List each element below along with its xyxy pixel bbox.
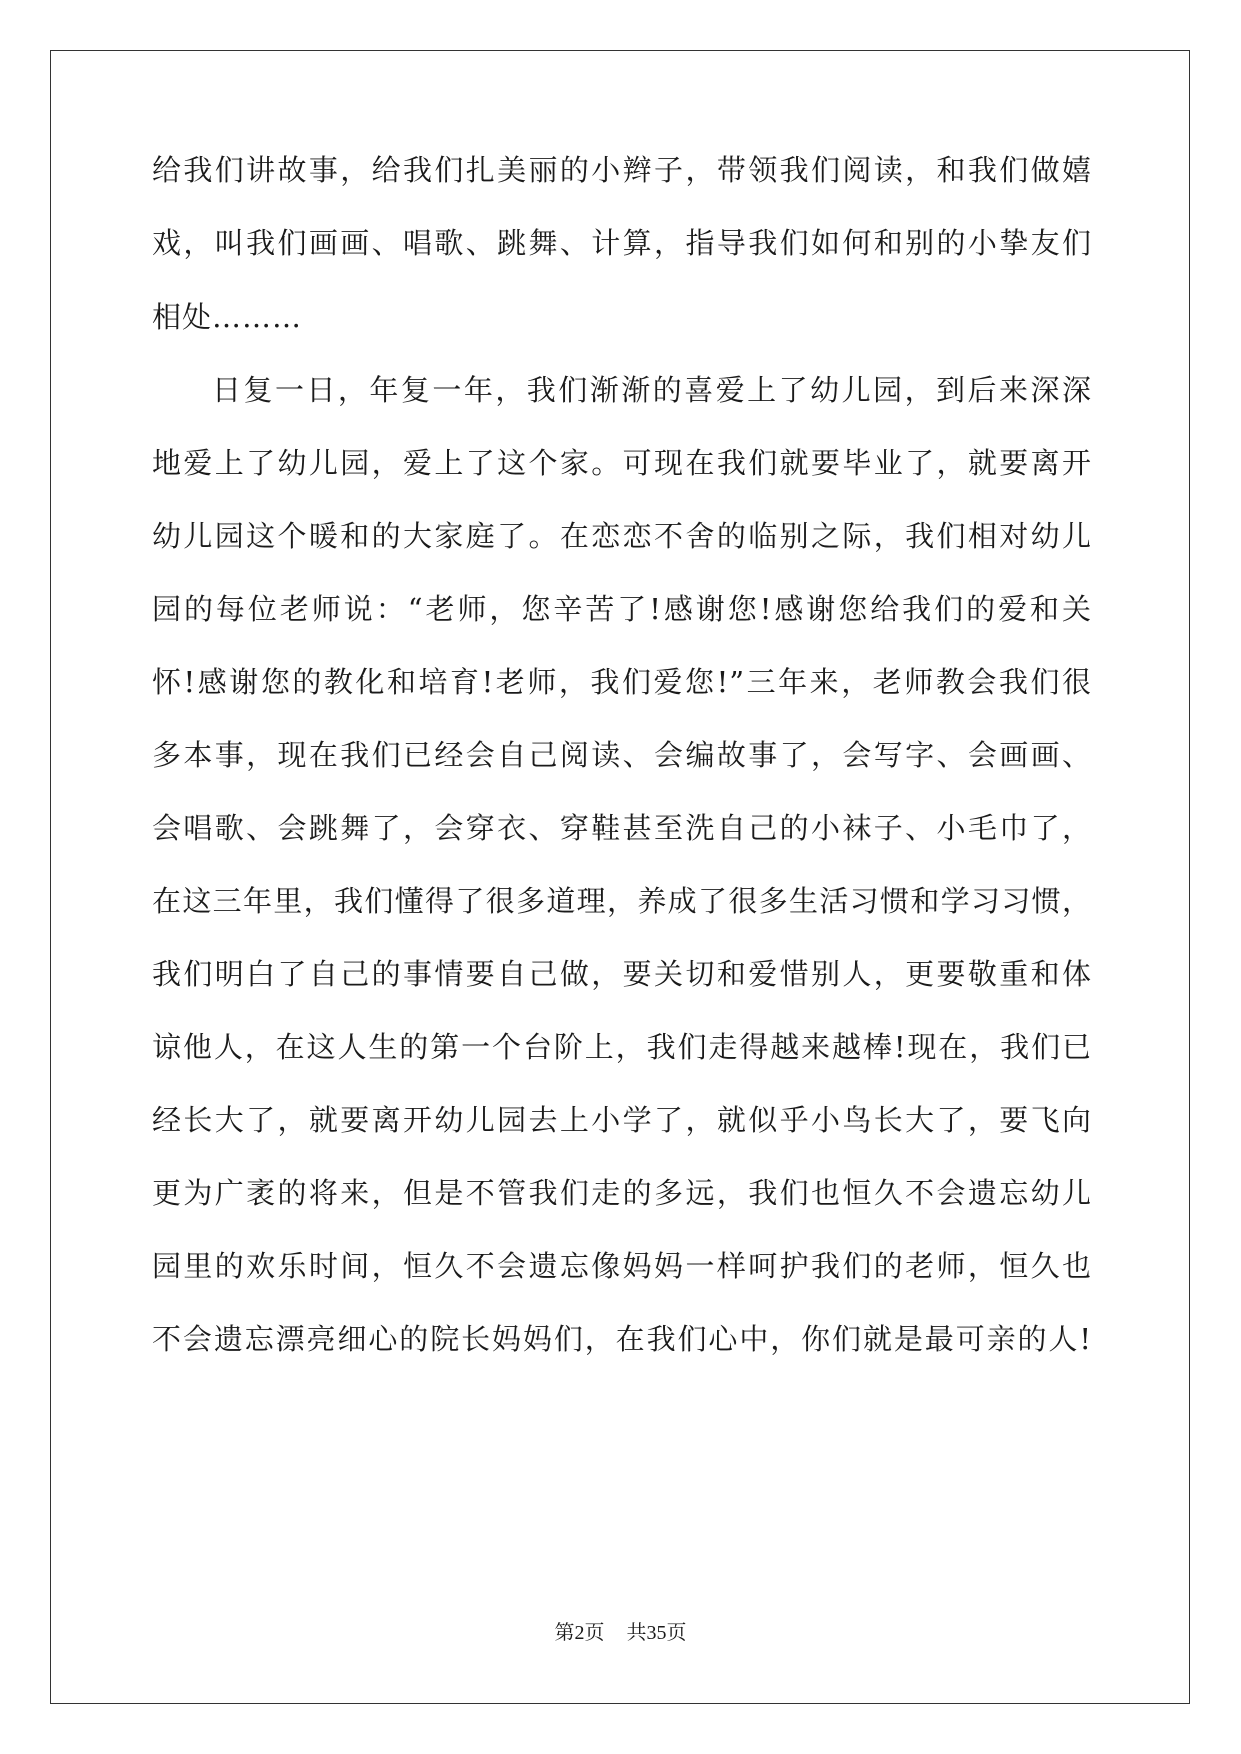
text-line: 怀!感谢您的教化和培育!老师，我们爱您!”三年来，老师教会我们很 <box>152 665 1092 699</box>
text-line: 不会遗忘漂亮细心的院长妈妈们，在我们心中，你们就是最可亲的人! <box>152 1322 1092 1356</box>
text-line: 谅他人，在这人生的第一个台阶上，我们走得越来越棒!现在，我们已 <box>152 1030 1092 1064</box>
page-total: 共35页 <box>626 1622 687 1644</box>
text-line: 多本事，现在我们已经会自己阅读、会编故事了，会写字、会画画、 <box>152 738 1092 772</box>
text-line: 地爱上了幼儿园，爱上了这个家。可现在我们就要毕业了，就要离开 <box>152 446 1092 480</box>
page-number: 第2页 <box>554 1622 605 1644</box>
text-line: 园里的欢乐时间，恒久不会遗忘像妈妈一样呵护我们的老师，恒久也 <box>152 1249 1092 1283</box>
text-line: 日复一日，年复一年，我们渐渐的喜爱上了幼儿园，到后来深深 <box>212 373 1092 407</box>
text-line: 幼儿园这个暖和的大家庭了。在恋恋不舍的临别之际，我们相对幼儿 <box>152 519 1092 553</box>
text-line: 我们明白了自己的事情要自己做，要关切和爱惜别人，更要敬重和体 <box>152 957 1092 991</box>
page-footer <box>0 1620 1241 1646</box>
text-line: 园的每位老师说：“老师，您辛苦了!感谢您!感谢您给我们的爱和关 <box>152 592 1092 626</box>
text-line: 更为广袤的将来，但是不管我们走的多远，我们也恒久不会遗忘幼儿 <box>152 1176 1092 1210</box>
text-line: 会唱歌、会跳舞了，会穿衣、穿鞋甚至洗自己的小袜子、小毛巾了， <box>152 811 1092 845</box>
text-line: 相处……… <box>152 300 303 334</box>
text-line: 戏，叫我们画画、唱歌、跳舞、计算，指导我们如何和别的小挚友们 <box>152 226 1092 260</box>
text-line: 在这三年里，我们懂得了很多道理，养成了很多生活习惯和学习习惯， <box>152 884 1092 918</box>
text-line: 给我们讲故事，给我们扎美丽的小辫子，带领我们阅读，和我们做嬉 <box>152 153 1092 187</box>
text-line: 经长大了，就要离开幼儿园去上小学了，就似乎小鸟长大了，要飞向 <box>152 1103 1092 1137</box>
